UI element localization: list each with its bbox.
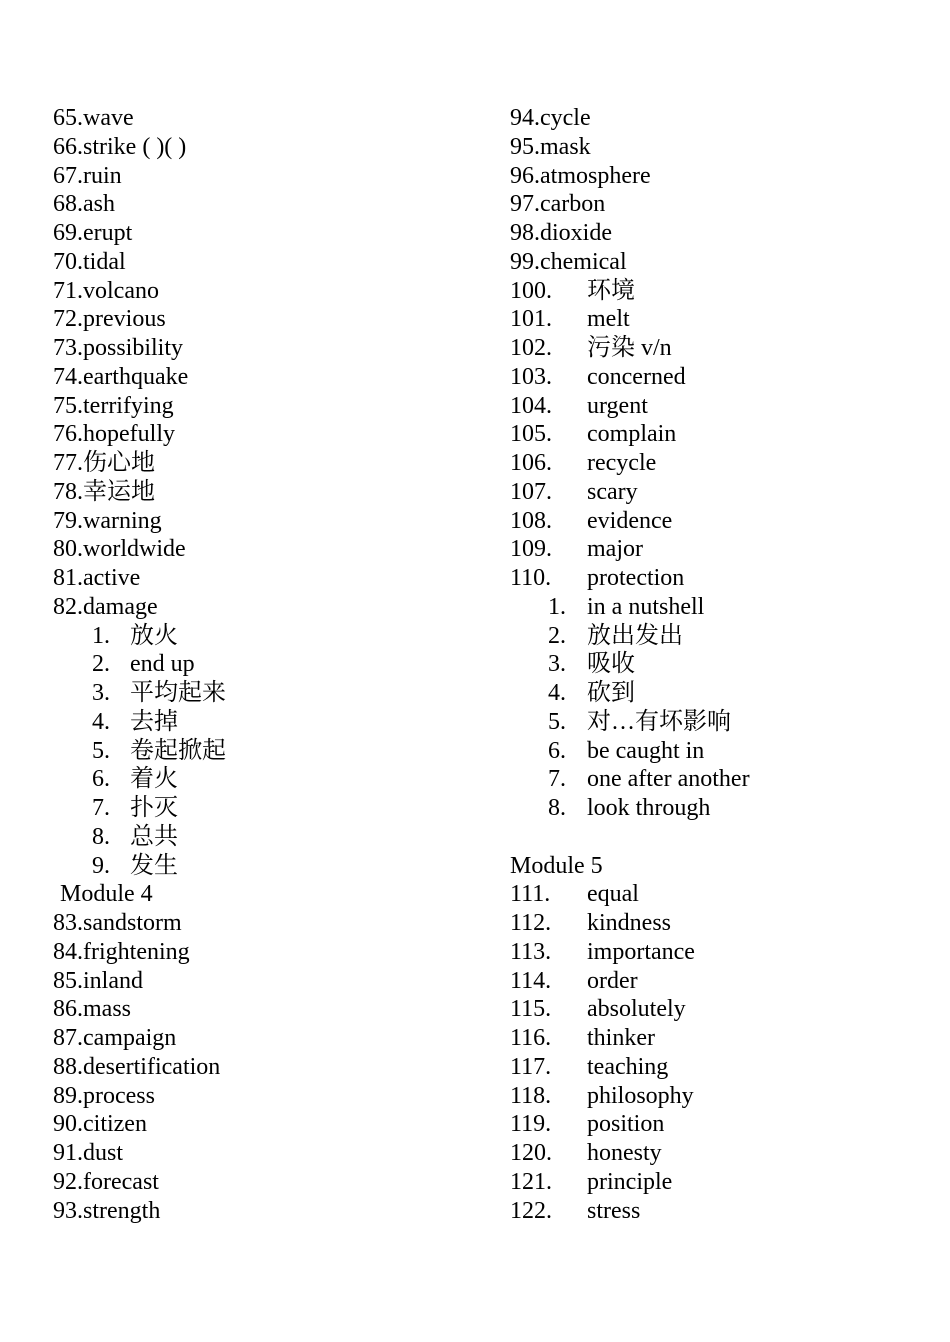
phrase-item-number: 6. bbox=[548, 737, 566, 764]
phrase-item-number: 2. bbox=[548, 622, 566, 649]
phrase-item-number: 4. bbox=[92, 708, 110, 735]
phrase-item-number: 6. bbox=[92, 766, 110, 793]
phrase-item bbox=[92, 737, 492, 766]
phrase-item-number: 1. bbox=[548, 593, 566, 620]
vocab-entry bbox=[510, 449, 910, 478]
phrase-item-text: 吸收 bbox=[587, 651, 635, 678]
vocab-entry-text: 99.chemical bbox=[510, 248, 627, 275]
vocab-entry-text: 89.process bbox=[53, 1082, 155, 1109]
vocab-entry-text: 79.warning bbox=[53, 507, 162, 534]
vocab-entry bbox=[510, 1024, 910, 1053]
phrase-item bbox=[92, 708, 492, 737]
phrase-item-text: 砍到 bbox=[587, 680, 635, 706]
vocab-entry-text: 90.citizen bbox=[53, 1111, 147, 1138]
vocab-entry-text: urgent bbox=[587, 392, 648, 419]
vocab-entry-number: 104. bbox=[510, 392, 552, 419]
vocab-entry-number: 114. bbox=[510, 967, 552, 994]
vocab-entry-text: 76.hopefully bbox=[53, 421, 175, 448]
vocab-entry-text: 66.strike ( )( ) bbox=[53, 133, 187, 160]
vocab-entry-text: 78.幸运地 bbox=[53, 478, 155, 505]
vocab-entry bbox=[510, 1082, 910, 1111]
vocab-entry-text: position bbox=[587, 1111, 665, 1138]
phrase-item-text: be caught in bbox=[587, 737, 705, 764]
vocab-entry-text: 86.mass bbox=[53, 996, 131, 1023]
vocab-entry-number: 105. bbox=[510, 421, 552, 448]
vocab-entry bbox=[510, 1053, 910, 1082]
phrase-item bbox=[548, 765, 948, 794]
vocab-entry bbox=[510, 392, 910, 421]
vocab-entry bbox=[510, 305, 910, 334]
phrase-item-number: 4. bbox=[548, 680, 566, 706]
phrase-item bbox=[548, 794, 948, 823]
vocab-entry-number: 120. bbox=[510, 1140, 552, 1166]
vocab-entry-text: complain bbox=[587, 421, 677, 448]
phrase-item-number: 2. bbox=[92, 651, 110, 678]
vocab-entry-number: 116. bbox=[510, 1025, 552, 1051]
phrase-item-text: 卷起掀起 bbox=[130, 737, 226, 764]
phrase-item bbox=[548, 737, 948, 766]
vocab-entry bbox=[510, 880, 910, 909]
vocab-entry-text: evidence bbox=[587, 507, 673, 534]
vocab-entry-number: 102. bbox=[510, 335, 552, 361]
vocab-entry-number: 112. bbox=[510, 910, 552, 936]
phrase-item-text: 放火 bbox=[130, 622, 178, 649]
phrase-item-text: 扑灭 bbox=[130, 795, 178, 821]
vocab-entry-text: protection bbox=[587, 565, 685, 591]
vocab-entry-text: major bbox=[587, 536, 643, 563]
phrase-item-text: in a nutshell bbox=[587, 593, 705, 620]
module-heading-text: Module 4 bbox=[60, 881, 153, 908]
vocab-entry-text: 93.strength bbox=[53, 1197, 161, 1224]
vocab-entry-text: 69.erupt bbox=[53, 220, 133, 246]
vocab-entry-text: philosophy bbox=[587, 1082, 694, 1109]
phrase-item-text: one after another bbox=[587, 766, 750, 793]
vocab-entry-text: 95.mask bbox=[510, 133, 591, 160]
vocab-entry-text: recycle bbox=[587, 450, 657, 476]
phrase-item-text: 平均起来 bbox=[130, 680, 226, 706]
vocab-entry bbox=[510, 1197, 910, 1226]
phrase-item bbox=[548, 679, 948, 708]
phrase-item bbox=[548, 708, 948, 737]
phrase-item-number: 8. bbox=[92, 823, 110, 850]
vocab-entry bbox=[510, 1168, 910, 1197]
phrase-item bbox=[92, 650, 492, 679]
vocab-entry-text: 81.active bbox=[53, 565, 141, 591]
vocab-entry-text: 94.cycle bbox=[510, 105, 591, 131]
vocab-entry bbox=[510, 420, 910, 449]
vocab-entry-text: 72.previous bbox=[53, 306, 166, 333]
vocab-entry-text: absolutely bbox=[587, 996, 686, 1023]
vocab-entry-number: 101. bbox=[510, 306, 552, 333]
phrase-item bbox=[548, 650, 948, 679]
phrase-item bbox=[92, 679, 492, 708]
vocab-entry bbox=[510, 1110, 910, 1139]
vocab-entry-text: principle bbox=[587, 1168, 673, 1195]
vocab-entry-text: stress bbox=[587, 1197, 641, 1224]
vocab-entry-text: thinker bbox=[587, 1025, 655, 1051]
phrase-item bbox=[92, 622, 492, 651]
phrase-item-number: 8. bbox=[548, 795, 566, 821]
vocab-entry-number: 111. bbox=[510, 881, 551, 908]
vocab-entry-number: 113. bbox=[510, 938, 552, 965]
vocab-entry-number: 122. bbox=[510, 1197, 552, 1224]
phrase-item-text: 总共 bbox=[130, 823, 178, 850]
phrase-item-number: 7. bbox=[92, 795, 110, 821]
phrase-item-number: 1. bbox=[92, 622, 110, 649]
phrase-item-text: 去掉 bbox=[130, 708, 178, 735]
vocab-entry-text: 92.forecast bbox=[53, 1168, 159, 1195]
vocab-entry-text: melt bbox=[587, 306, 630, 333]
vocab-entry-text: 73.possibility bbox=[53, 335, 184, 361]
phrase-item-text: 发生 bbox=[130, 852, 178, 879]
vocab-entry-text: honesty bbox=[587, 1140, 662, 1166]
vocab-entry-text: teaching bbox=[587, 1053, 669, 1080]
phrase-item-text: 对…有坏影响 bbox=[587, 708, 731, 735]
vocab-entry bbox=[510, 334, 910, 363]
phrase-item-number: 3. bbox=[548, 651, 566, 678]
vocab-entry bbox=[510, 535, 910, 564]
vocab-entry-text: 80.worldwide bbox=[53, 536, 186, 563]
phrase-item bbox=[92, 823, 492, 852]
vocab-entry-text: scary bbox=[587, 478, 638, 505]
vocab-entry bbox=[510, 909, 910, 938]
phrase-item-text: 着火 bbox=[130, 766, 178, 793]
phrase-item bbox=[548, 593, 948, 622]
module-heading-text: Module 5 bbox=[510, 852, 603, 879]
vocab-entry-text: 98.dioxide bbox=[510, 220, 612, 246]
vocab-entry bbox=[510, 478, 910, 507]
vocab-entry-text: 68.ash bbox=[53, 191, 115, 218]
vocab-entry-number: 108. bbox=[510, 507, 552, 534]
vocab-entry-text: 91.dust bbox=[53, 1140, 124, 1166]
vocab-entry-text: 污染 v/n bbox=[587, 335, 672, 361]
vocab-entry-text: 65.wave bbox=[53, 105, 134, 131]
phrase-item bbox=[92, 765, 492, 794]
vocab-entry-text: 97.carbon bbox=[510, 191, 606, 218]
vocab-entry bbox=[510, 564, 910, 593]
vocab-entry-number: 118. bbox=[510, 1082, 552, 1109]
vocab-entry-text: 83.sandstorm bbox=[53, 910, 182, 936]
phrase-item-text: 放出发出 bbox=[587, 622, 683, 649]
vocab-entry bbox=[510, 1139, 910, 1168]
phrase-item bbox=[92, 852, 492, 881]
vocab-entry-number: 107. bbox=[510, 478, 552, 505]
vocab-entry-number: 110. bbox=[510, 565, 552, 591]
vocab-entry-number: 106. bbox=[510, 450, 552, 476]
vocab-entry-text: 96.atmosphere bbox=[510, 162, 651, 189]
vocab-entry-number: 100. bbox=[510, 277, 552, 304]
vocab-entry-text: 71.volcano bbox=[53, 277, 159, 304]
vocab-entry bbox=[510, 995, 910, 1024]
vocab-entry-text: importance bbox=[587, 938, 695, 965]
vocab-entry-text: 70.tidal bbox=[53, 248, 126, 275]
vocab-entry bbox=[510, 938, 910, 967]
vocab-entry-text: 82.damage bbox=[53, 593, 158, 620]
phrase-item-number: 3. bbox=[92, 680, 110, 706]
vocab-entry-text: 87.campaign bbox=[53, 1025, 177, 1051]
vocab-entry-text: 环境 bbox=[587, 277, 635, 304]
vocab-entry-text: equal bbox=[587, 881, 639, 908]
vocab-entry-number: 121. bbox=[510, 1168, 552, 1195]
phrase-item-number: 9. bbox=[92, 852, 110, 879]
vocab-entry-number: 117. bbox=[510, 1053, 552, 1080]
vocab-entry-number: 103. bbox=[510, 363, 552, 390]
phrase-item-number: 5. bbox=[548, 708, 566, 735]
phrase-item-number: 7. bbox=[548, 766, 566, 793]
vocab-entry-number: 115. bbox=[510, 996, 552, 1023]
vocab-entry-text: 88.desertification bbox=[53, 1053, 221, 1080]
vocab-entry-text: 75.terrifying bbox=[53, 392, 174, 419]
phrase-item-number: 5. bbox=[92, 737, 110, 764]
vocab-entry-text: concerned bbox=[587, 363, 686, 390]
vocab-entry-text: 84.frightening bbox=[53, 938, 190, 965]
vocab-entry-text: 77.伤心地 bbox=[53, 450, 155, 476]
phrase-item bbox=[548, 622, 948, 651]
vocab-entry bbox=[510, 363, 910, 392]
vocab-entry-text: 85.inland bbox=[53, 967, 143, 994]
vocab-entry-number: 109. bbox=[510, 536, 552, 563]
vocab-entry bbox=[510, 967, 910, 996]
vocab-entry bbox=[510, 507, 910, 536]
vocab-entry-text: 67.ruin bbox=[53, 162, 122, 189]
phrase-item-text: end up bbox=[130, 651, 195, 678]
vocab-entry-number: 119. bbox=[510, 1111, 552, 1138]
vocab-entry-text: order bbox=[587, 967, 638, 994]
vocab-entry-text: 74.earthquake bbox=[53, 363, 189, 390]
vocab-entry bbox=[510, 277, 910, 306]
vocab-entry-text: kindness bbox=[587, 910, 671, 936]
phrase-item bbox=[92, 794, 492, 823]
phrase-item-text: look through bbox=[587, 795, 711, 821]
